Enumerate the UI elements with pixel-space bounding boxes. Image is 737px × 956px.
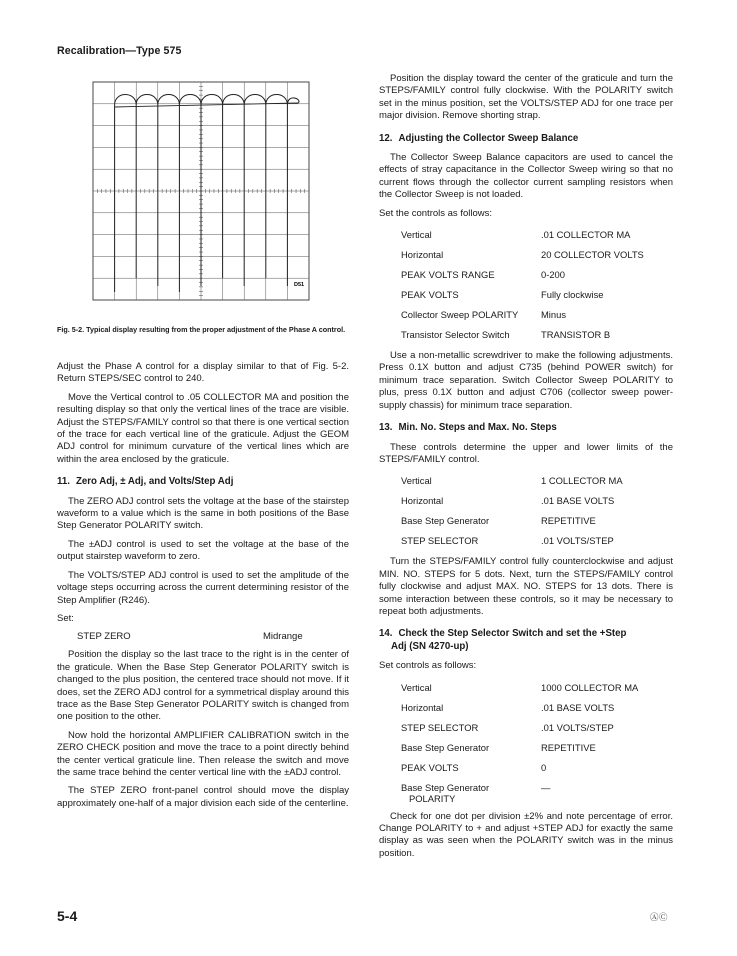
table-row <box>401 326 644 346</box>
paragraph: Adjust the Phase A control for a display similar to that of Fig. 5-2. Return STEPS/SEC control to 240. <box>57 361 349 385</box>
graticule-svg <box>89 80 315 302</box>
paragraph: The VOLTS/STEP ADJ control is used to set the amplitude of the voltage steps occurring across the current determining resistor of the Step Amplifier (R246). <box>57 569 349 606</box>
table-row <box>401 512 623 532</box>
setting-value: .01 VOLTS/STEP <box>541 721 614 733</box>
paragraph: Position the display so the last trace to the right is in the center of the graticule. When the Base Step Generator POLARITY switch is changed to the plus position, the centered trace should not move. If it does, set the ZERO ADJ control for a symmetrical display around this trace as the Base Step Generator POLARITY switch is changed from one position to the other. <box>57 649 349 723</box>
section-heading-13 <box>379 422 673 434</box>
table-row <box>401 532 623 552</box>
publisher-mark: ⒶⒸ <box>650 912 669 922</box>
setting-value: .01 VOLTS/STEP <box>541 535 614 547</box>
table-row <box>401 492 623 512</box>
figure-label: D51 <box>294 282 305 288</box>
paragraph: The ±ADJ control is used to set the voltage at the base of the output stairstep waveform to zero. <box>57 538 349 563</box>
setting-label: Vertical <box>401 681 432 693</box>
setting-value: — <box>541 781 551 793</box>
paragraph: Set the controls as follows: <box>379 207 492 219</box>
table-row <box>401 226 644 246</box>
setting-label: Base Step Generator <box>401 741 490 753</box>
paragraph: Turn the STEPS/FAMILY control fully counterclockwise and adjust MIN. NO. STEPS for 5 dots. Next, turn the STEPS/FAMILY control fully clockwise and adjust MAX. NO. STEPS for 13 dots. There is some interaction between these controls, so it may be necessary to repeat both adjustments. <box>379 556 673 617</box>
setting-value: 1000 COLLECTOR MA <box>541 681 639 693</box>
section-number: 11. <box>57 476 70 488</box>
table-row <box>401 739 638 759</box>
paragraph: Use a non-metallic screwdriver to make the following adjustments. Press 0.1X button and adjust C735 (behind POWER switch) for minimum trace separation. Switch Collector Sweep POLARITY to plus, press 0.1X button and adjust C706 (collector sweep power-supply chassis) for minimum trace separation. <box>379 350 673 411</box>
table-row <box>401 759 638 779</box>
setting-value: .01 BASE VOLTS <box>541 701 615 713</box>
section-title: Adjusting the Collector Sweep Balance <box>398 132 579 144</box>
paragraph: The Collector Sweep Balance capacitors are used to cancel the effects of stray capacitance in the Collector Sweep wiring so that no current flows through the collector current sampling resistors when the Collector Sweep is not loaded. <box>379 152 673 201</box>
setting-value: 1 COLLECTOR MA <box>541 475 623 487</box>
section-number: 14. <box>379 628 393 640</box>
right-column <box>379 73 673 866</box>
section-title: Zero Adj, ± Adj, and Volts/Step Adj <box>75 476 234 488</box>
section-title: Min. No. Steps and Max. No. Steps <box>398 422 557 434</box>
setting-label-line2: POLARITY <box>409 792 456 804</box>
figure-graticule <box>89 80 315 302</box>
paragraph: The STEP ZERO front-panel control should move the display approximately one-half of a major division each side of the centerline. <box>57 785 349 809</box>
settings-table-14 <box>401 679 638 807</box>
section-number: 12. <box>379 132 393 144</box>
section-heading-11 <box>57 476 349 488</box>
setting-label: PEAK VOLTS RANGE <box>401 269 495 281</box>
setting-value: Midrange <box>263 631 303 643</box>
setting-label-line1: Base Step Generator <box>401 781 490 793</box>
display-trace <box>115 95 299 293</box>
setting-label: Horizontal <box>401 495 444 507</box>
page-number: 5-4 <box>57 908 78 924</box>
section-heading-14 <box>379 628 673 653</box>
setting-label: Vertical <box>401 229 432 241</box>
setting-label: Horizontal <box>401 701 444 713</box>
setting-label: Base Step Generator <box>401 515 490 527</box>
setting-label: Horizontal <box>401 249 444 261</box>
table-row <box>401 779 638 807</box>
setting-value: Fully clockwise <box>541 289 604 301</box>
setting-label: STEP SELECTOR <box>401 535 479 547</box>
paragraph: The ZERO ADJ control sets the voltage at the base of the stairstep waveform to a value which is the same in both positions of the Base Step Generator POLARITY switch. <box>57 495 349 532</box>
setting-label: STEP ZERO <box>77 631 131 643</box>
table-row <box>401 266 644 286</box>
setting-label: PEAK VOLTS <box>401 761 459 773</box>
paragraph: Set controls as follows: <box>379 660 477 672</box>
setting-value: 0 <box>541 761 547 773</box>
setting-row <box>77 631 349 642</box>
figure-caption: Fig. 5-2. Typical display resulting from the proper adjustment of the Phase A control. <box>57 325 346 334</box>
table-row <box>401 286 644 306</box>
settings-table-12 <box>401 226 644 346</box>
setting-value: 20 COLLECTOR VOLTS <box>541 249 644 261</box>
setting-value: REPETITIVE <box>541 515 596 527</box>
table-row <box>401 699 638 719</box>
table-row <box>401 472 623 492</box>
table-row <box>401 246 644 266</box>
setting-label: STEP SELECTOR <box>401 721 479 733</box>
paragraph: Position the display toward the center of the graticule and turn the STEPS/FAMILY control fully clockwise. With the POLARITY switch set in the minus position, set the VOLTS/STEP ADJ for one trace per major division. Remove shorting strap. <box>379 73 673 122</box>
setting-value: 0-200 <box>541 269 565 281</box>
setting-label: PEAK VOLTS <box>401 289 459 301</box>
running-head: Recalibration—Type 575 <box>57 45 182 57</box>
section-heading-12 <box>379 133 673 145</box>
setting-value: .01 COLLECTOR MA <box>541 229 631 241</box>
paragraph: Set: <box>57 612 74 624</box>
section-number: 13. <box>379 422 393 434</box>
section-title: Check the Step Selector Switch and set the +Step <box>398 628 627 640</box>
table-row <box>401 719 638 739</box>
setting-label: Transistor Selector Switch <box>401 329 510 341</box>
paragraph: Check for one dot per division ±2% and note percentage of error. Change POLARITY to + and adjust +STEP ADJ for exactly the same display as was seen when the POLARITY switch was in the minus position. <box>379 810 673 859</box>
table-row <box>401 306 644 326</box>
setting-value: .01 BASE VOLTS <box>541 495 615 507</box>
settings-table-13 <box>401 472 623 552</box>
paragraph: Now hold the horizontal AMPLIFIER CALIBRATION switch in the ZERO CHECK position and move the trace to a point directly behind the center vertical graticule line. Then release the switch and move the same trace behind the center vertical line with the ±ADJ control. <box>57 729 349 778</box>
setting-value: Minus <box>541 309 567 321</box>
paragraph: Move the Vertical control to .05 COLLECTOR MA and position the resulting display so that only the vertical lines of the trace are visible. Adjust the STEPS/FAMILY control so that there is one vertical section of the trace for each vertical line of the graticule. Adjust the GEOM ADJ control for minimum curvature of the vertical lines which are within the area enclosed by the graticule. <box>57 391 349 465</box>
setting-label: Vertical <box>401 475 432 487</box>
paragraph: These controls determine the upper and lower limits of the STEPS/FAMILY control. <box>379 441 673 465</box>
setting-label <box>401 779 541 807</box>
table-row <box>401 679 638 699</box>
setting-value: TRANSISTOR B <box>541 329 611 341</box>
setting-value: REPETITIVE <box>541 741 596 753</box>
left-column <box>57 361 349 816</box>
section-title-continued: Adj (SN 4270-up) <box>391 640 469 652</box>
setting-label: Collector Sweep POLARITY <box>401 309 519 321</box>
